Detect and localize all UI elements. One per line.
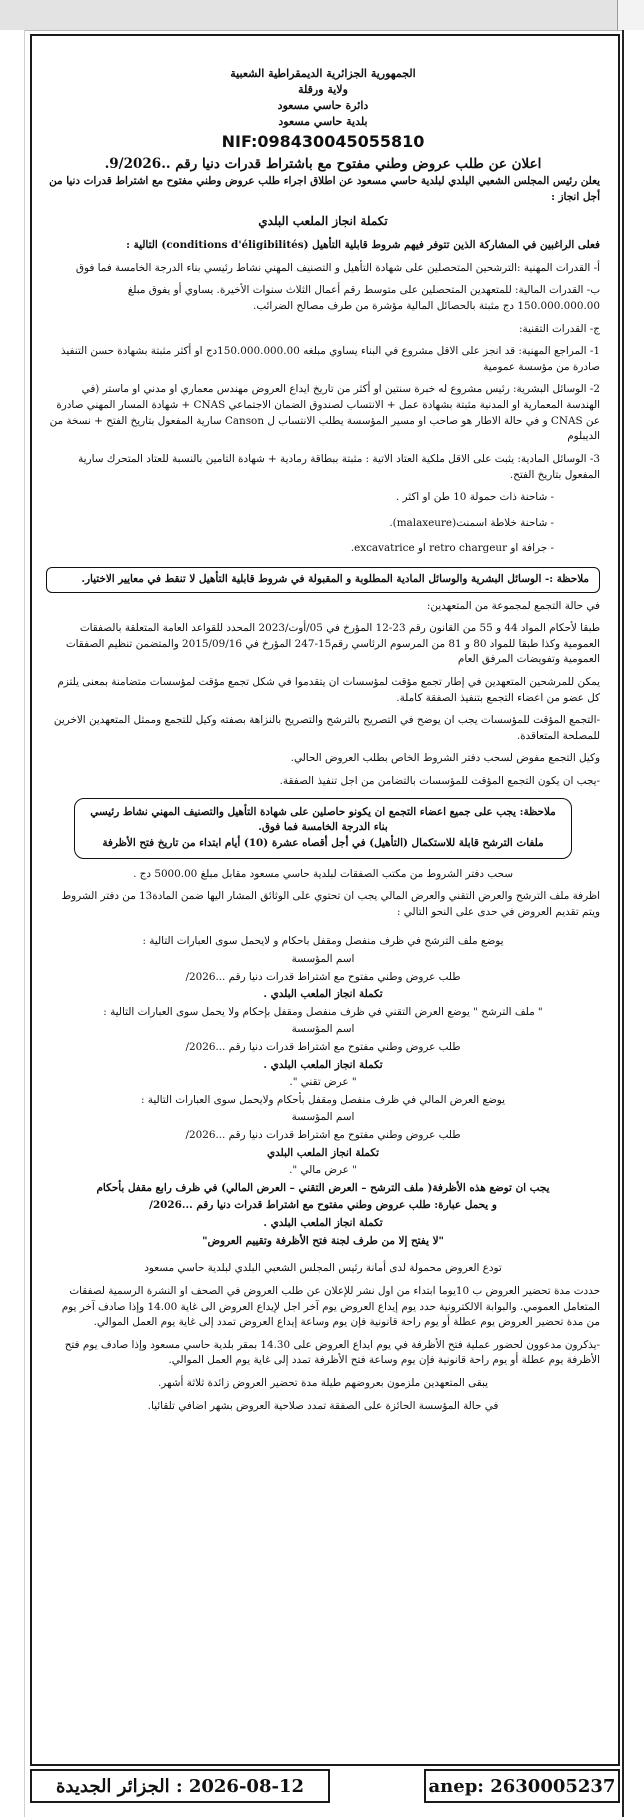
daira-line: دائرة حاسي مسعود [277,98,369,112]
envelope-line: اسم المؤسسة [291,1023,355,1036]
technical-capacity-title: ج- القدرات التقنية: [518,322,600,335]
commune-line: بلدية حاسي مسعود [278,114,368,128]
equipment-item: - شاحنة خلاطة اسمنت(malaxeure). [46,516,554,532]
financial-capacity: ب- القدرات المالية: للمتعهدين المتحصلين على متوسط رقم أعمال الثلاث سنوات الأخيرة. يساوي أو يفوق مبلغ 150.000.000.00 دج مثبتة بالحصائل المالية مؤشرة من طرف مصالح الضرائب. [127,284,600,313]
envelope-line: " ملف الترشح " يوضع العرض التقني في ظرف منفصل ومقفل بإحكام ولا يحمل سوى العبارات التالية : [103,1005,543,1018]
closing-deposit: تودع العروض محمولة لدى أمانة رئيس المجلس الشعبي البلدي لبلدية حاسي مسعود [144,1262,502,1275]
equipment-list [46,490,554,557]
note-box-eligibility: ملاحظة :- الوسائل البشرية والوسائل المادية المطلوبة و المقبولة في شروط قابلية التأهيل لا تنقط في معايير الاختيار. [46,567,600,593]
envelope-line: يوضع ملف الترشح في ظرف منفصل ومقفل باحكام و لايحمل سوى العبارات التالية : [142,935,504,948]
envelope-contents: اظرفة ملف الترشح والعرض التقني والعرض المالي يجب ان تحتوي على الوثائق المشار اليها ضمن المادة13 من دفتر الشروط ويتم تقديم العروض في حدى على النحو التالي : [61,890,600,918]
grouping-title: في حالة التجمع لمجموعة من المتعهدين: [426,599,600,612]
envelope-line: تكملة انجاز الملعب البلدي . [263,988,383,1001]
grouping-mandate: وكيل التجمع مفوض لسحب دفتر الشروط الخاص بطلب العروض الحالي. [290,752,600,765]
envelope-line: تكملة انجاز الملعب البلدي [266,1146,380,1159]
envelope-line: " عرض تقني ". [289,1076,357,1089]
professional-capacity: أ- القدرات المهنية :الترشحين المتحصلين على شهادة التأهيل و التصنيف المهني نشاط رئيسي بناء الدرجة الخامسة فما فوق [75,261,600,274]
envelope-line: تكملة انجاز الملعب البلدي . [263,1217,383,1230]
closing-deadline: حددت مدة تحضير العروض ب 10يوما ابتداء من اول نشر للإعلان عن طلب العروض في الصحف او النشرة الرسمية لصفقات المتعامل العمومي. والبوابة الالكترونية حدد يوم إيداع العروض يوم آخر اجل لإيداع العروض الى غاية 14.00 وإذا صادف آخر يوم من مدة تحضير العروض يوم عطلة أو يوم راحة قانونية فإن يوم وساعة إيداع العروض تمدد إلى غاية يوم العمل الموالي. [61,1284,600,1329]
right-page-edge [622,30,644,1817]
envelope-line: طلب عروض وطني مفتوح مع اشتراط قدرات دنيا رقم ...2026/ [185,1129,461,1142]
closing-block [46,1261,600,1414]
grouping-representative: -التجمع المؤقت للمؤسسات يجب ان يوضح في التصريح بالترشح والتصريح بالنزاهة بصفته وكيل للتجمع وممثل المتعهدين الاخرين للمصلحة المتعاقدة. [53,714,600,742]
envelope-line: "لا يفتح إلا من طرف لجنة فتح الأظرفة وتقييم العروض" [202,1234,444,1247]
wilaya-line: ولاية ورقلة [298,82,348,96]
project-name: تكملة انجاز الملعب البلدي [258,214,388,229]
republic-line: الجمهورية الجزائرية الديمقراطية الشعبية [230,67,416,80]
envelope-line: اسم المؤسسة [291,952,355,965]
material-resources: 3- الوسائل المادية: يثبت على الاقل ملكية العتاد الاتية : مثبتة ببطاقة رمادية + شهادة التامين بالنسبة للعتاد المتحرك سارية المفعول بتاريخ الفتح. [78,452,600,481]
anep-reference-text: anep: 2630005237 [428,1775,616,1797]
envelope-line: طلب عروض وطني مفتوح مع اشتراط قدرات دنيا رقم ...2026/ [185,970,461,983]
top-banner [0,0,644,31]
closing-validity: يبقى المتعهدين ملزمون بعروضهم طيلة مدة تحضير العروض زائدة ثلاثة أشهر. [157,1376,489,1389]
newspaper-date-text: 2026-08-12 : الجزائر الجديدة [55,1775,304,1797]
note-grouping-line1: ملاحظة: يجب على جميع اعضاء التجمع ان يكونو حاصلين على شهادة التأهيل والتصنيف المهني نشاط رئيسي بناء الدرجة الخامسة فما فوق. [90,805,556,834]
closing-opening: -يذكرون مدعوون لحضور عملية فتح الأظرفة في يوم ايداع العروض على 14.30 بمقر بلدية حاسي مسعود وإذا صادف يوم فتح الأظرفة يوم عطلة أو يوم راحة قانونية فإن يوم وساعة فتح الأظرفة تمدد إلى غاية يوم العمل الموالي. [64,1338,600,1367]
envelope-line: اسم المؤسسة [291,1111,355,1124]
envelope-line: تكملة انجاز الملعب البلدي . [263,1058,383,1071]
footer [30,1769,620,1807]
grouping-legal-basis: طبقا لأحكام المواد 44 و 55 من القانون رقم 23-12 المؤرخ في 05/أوت/2023 المحدد للقواعد العامة المتعلقة بالصفقات العمومية وكذا طبقا للمواد 80 و 81 من المرسوم الرئاسي رقم15-247 المؤرخ في 2015/09/16 والمتضمن تنظيم الصفقات العمومية وتفويضات المرفق العام [65,622,600,666]
grouping-joint: -يجب ان يكون التجمع المؤقت للمؤسسات بالتضامن من اجل تنفيذ الصفقة. [279,775,600,788]
header-block [46,66,600,130]
equipment-item: - شاحنة ذات حمولة 10 طن او اكثر . [46,490,554,506]
closing-extension: في حالة المؤسسة الحائزة على الصفقة تمدد صلاحية العروض بشهر اضافي تلقائيا. [147,1399,499,1412]
professional-references: 1- المراجع المهنية: قد انجز على الاقل مشروع في البناء يساوي مبلغه 150.000.000.00دج او أكثر مثبتة بشهادة حسن التنفيذ صادرة من مؤسسة عمومية [60,345,600,373]
grouping-solidarity: يمكن للمرشحين المتعهدين في إطار تجمع مؤقت لمؤسسات ان يتقدموا في شكل تجمع مؤقت لمؤسسات متضامنة بمعنى يلتزم كل عضو من اعضاء التجمع بتنفيذ الصفقة كاملة. [57,676,600,704]
announcement-title: اعلان عن طلب عروض وطني مفتوح مع باشتراط قدرات دنيا رقم ..9/2026. [104,155,542,172]
eligibility-lead: فعلى الراغبين في المشاركة الذين تتوفر فيهم شروط قابلية التأهيل (conditions d'éligibilités) التالية : [126,239,600,252]
spec-withdrawal: سحب دفتر الشروط من مكتب الصفقات لبلدية حاسي مسعود مقابل مبلغ 5000.00 دج . [133,867,513,880]
announcement-document [30,34,620,1766]
anep-reference [424,1769,620,1803]
envelope-line: طلب عروض وطني مفتوح مع اشتراط قدرات دنيا رقم ...2026/ [185,1040,461,1053]
left-margin-strip [0,30,25,1817]
equipment-item: - جرافة او retro chargeur او excavatrice. [46,541,554,557]
intro-text: يعلن رئيس المجلس الشعبي البلدي لبلدية حاسي مسعود عن اطلاق اجراء طلب عروض وطني مفتوح مع اشتراط قدرات دنيا من أجل انجاز : [49,175,600,203]
envelope-line: يجب ان توضع هذه الأظرفة( ملف الترشح – العرض التقني – العرض المالي) في ظرف رابع مقفل بأحكام [96,1181,550,1194]
nif-number: NIF:098430045055810 [221,131,425,151]
note-box-grouping [74,798,572,859]
envelope-instructions [46,934,600,1249]
envelope-line: و يحمل عبارة: طلب عروض وطني مفتوح مع اشتراط قدرات دنيا رقم ...2026/ [149,1199,497,1212]
envelope-line: " عرض مالي ". [289,1164,357,1177]
envelope-line: يوضع العرض المالي في ظرف منفصل ومقفل بأحكام ولايحمل سوى العبارات التالية : [140,1093,506,1106]
note-grouping-line2: ملفات الترشح قابلة للاستكمال (التأهيل) في أجل أقصاه عشرة (10) أيام ابتداء من تاريخ فتح الأظرفة [102,836,544,849]
newspaper-date [30,1769,330,1803]
top-banner-edge [617,0,644,30]
human-resources: 2- الوسائل البشرية: رئيس مشروع له خبرة سنتين او أكثر من تاريخ ايداع العروض مهندس معماري او مدني او ماستر (في الهندسة المعمارية او المدنية مثبتة بشهادة عمل + الانتساب لصندوق الضمان الاجتماعي CNAS + شهادة المسار المهني صادرة عن CNAS و في حالة الاطار هو صاحب او مسير المؤسسة يطلب الانتساب ل Canson سارية المفعول بتاريخ الفتح + نسخة من الديبلوم [49,383,600,443]
